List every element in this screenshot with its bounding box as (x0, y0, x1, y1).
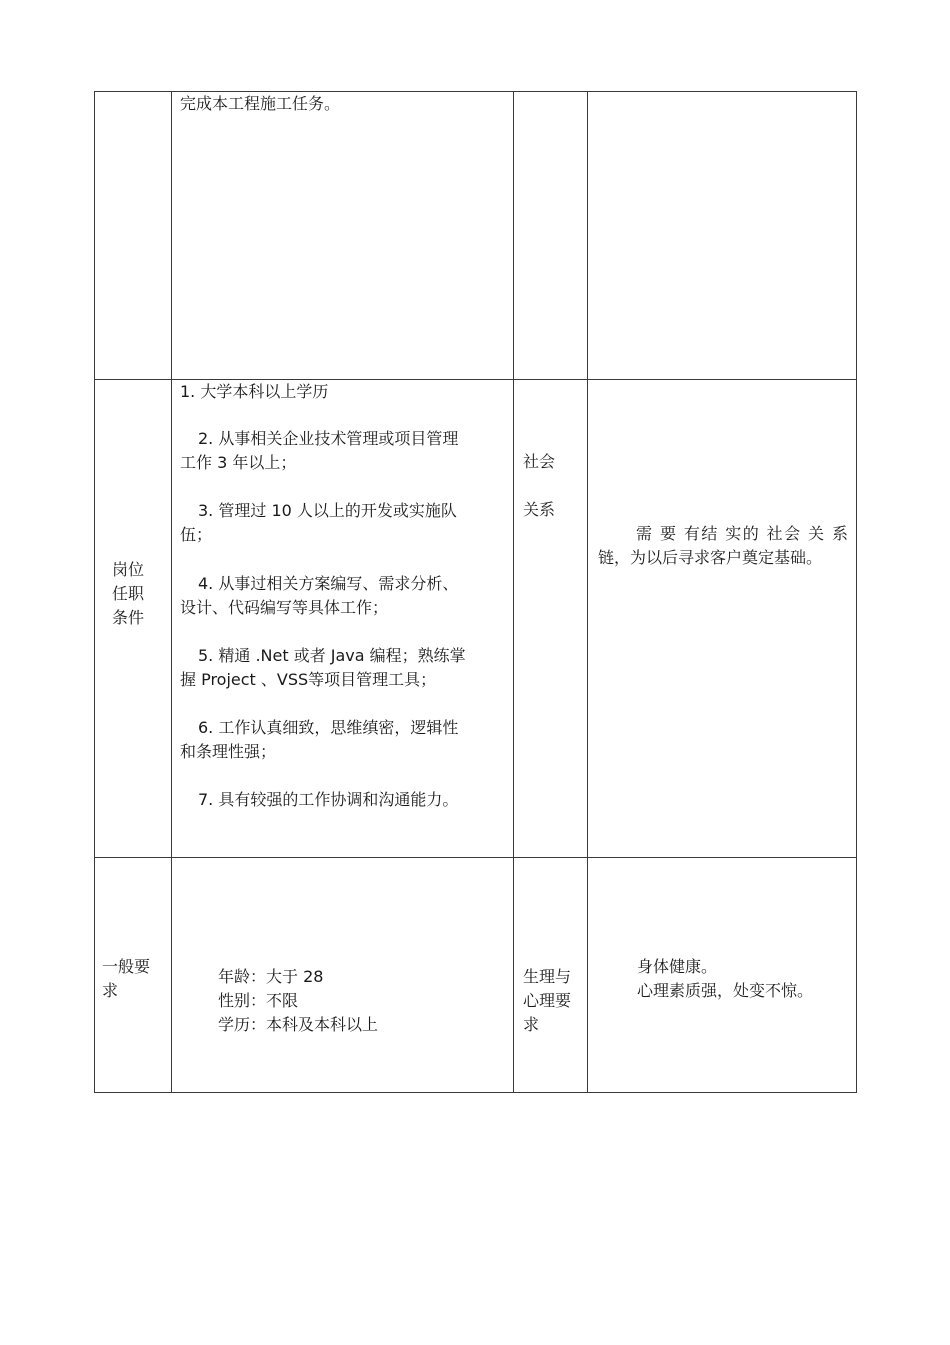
qualification-item: 1. 大学本科以上学历 (180, 382, 329, 401)
table-col-divider-1 (171, 91, 172, 1093)
general-requirement-label-line: 求 (102, 981, 119, 1000)
qualification-item: 设计、代码编写等具体工作； (180, 598, 389, 617)
qualification-label-line: 任职 (112, 584, 145, 603)
social-relation-line: 链，为以后寻求客户奠定基础。 (598, 548, 823, 567)
table-border-left (94, 91, 95, 1093)
general-requirement-item: 年龄：大于 28 (218, 967, 324, 986)
qualification-label-line: 岗位 (112, 560, 145, 579)
physio-psych-label-line: 生理与 (523, 967, 572, 986)
social-relation-text (598, 522, 848, 570)
general-requirement-label (102, 955, 150, 1003)
physio-psych-text (637, 955, 813, 1003)
qualification-item: 6. 工作认真细致，思维缜密，逻辑性 (198, 718, 459, 737)
duty-text-tail: 完成本工程施工任务。 (180, 94, 341, 113)
general-requirement-item: 学历：本科及本科以上 (218, 1015, 379, 1034)
general-requirement-item: 性别：不限 (218, 991, 299, 1010)
qualification-item: 4. 从事过相关方案编写、需求分析、 (198, 574, 459, 593)
qualification-item: 握 Project 、VSS等项目管理工具； (180, 670, 437, 689)
general-requirement-list (218, 965, 378, 1037)
table-border-right (856, 91, 857, 1093)
label-spacer (523, 474, 555, 498)
social-relation-label-line: 社会 (523, 452, 556, 471)
qualification-item: 2. 从事相关企业技术管理或项目管理 (198, 429, 459, 448)
physio-psych-label-line: 求 (523, 1015, 540, 1034)
physio-psych-line: 心理素质强，处变不惊。 (637, 981, 814, 1000)
qualification-item: 伍； (180, 525, 213, 544)
qualification-item: 5. 精通 .Net 或者 Java 编程；熟练掌 (198, 646, 466, 665)
physio-psych-label-line: 心理要 (523, 991, 572, 1010)
social-relation-line: 需 要 有结 实的 社会 关 系 (636, 524, 848, 543)
qualification-item: 和条理性强； (180, 742, 277, 761)
physio-psych-line: 身体健康。 (637, 957, 718, 976)
qualification-label-line: 条件 (112, 608, 145, 627)
table-col-divider-2 (513, 91, 514, 1093)
social-relation-label (523, 450, 555, 522)
general-requirement-label-line: 一般要 (102, 957, 151, 976)
table-border-bottom (94, 1092, 857, 1093)
physio-psych-label (523, 965, 571, 1037)
qualification-label (112, 558, 144, 630)
qualification-item: 工作 3 年以上； (180, 453, 297, 472)
qualification-item: 7. 具有较强的工作协调和沟通能力。 (198, 790, 459, 809)
qualification-item: 3. 管理过 10 人以上的开发或实施队 (198, 501, 457, 520)
social-relation-label-line: 关系 (523, 500, 556, 519)
table-col-divider-3 (587, 91, 588, 1093)
table-row-divider-2 (94, 857, 857, 858)
